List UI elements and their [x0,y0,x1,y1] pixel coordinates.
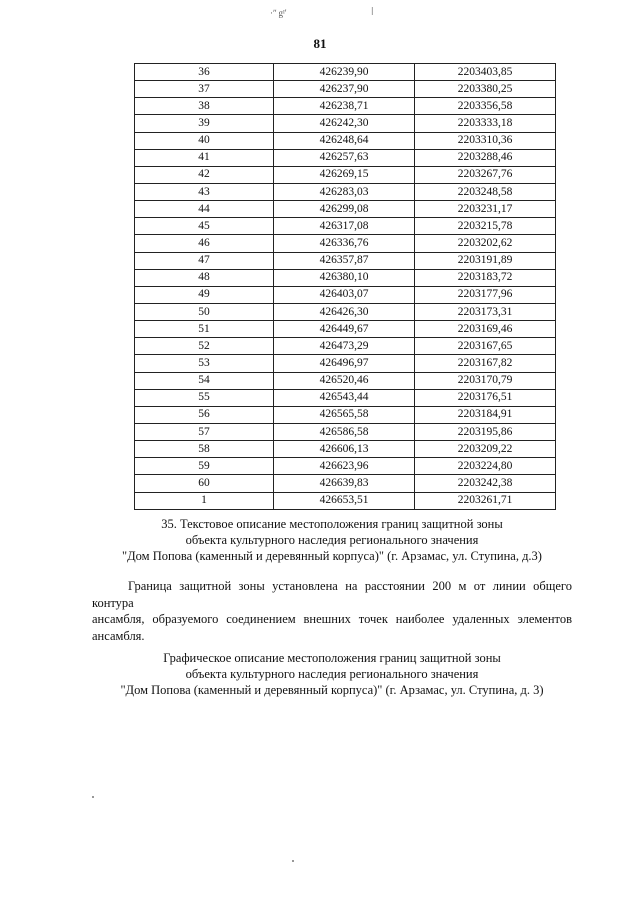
table-row [135,115,556,132]
x-coordinate-cell: 426283,03 [274,183,415,200]
y-coordinate-cell: 2203231,17 [415,201,556,218]
scan-artifact-mark: ǀ [371,4,374,18]
table-row [135,389,556,406]
y-coordinate-cell: 2203183,72 [415,269,556,286]
x-coordinate-cell: 426239,90 [274,64,415,81]
x-coordinate-cell: 426357,87 [274,252,415,269]
x-coordinate-cell: 426565,58 [274,406,415,423]
point-number-cell: 43 [135,183,274,200]
y-coordinate-cell: 2203191,89 [415,252,556,269]
x-coordinate-cell: 426317,08 [274,218,415,235]
point-number-cell: 47 [135,252,274,269]
y-coordinate-cell: 2203209,22 [415,441,556,458]
heading-line: объекта культурного наследия регионального значения [185,533,479,547]
y-coordinate-cell: 2203310,36 [415,132,556,149]
point-number-cell: 51 [135,321,274,338]
x-coordinate-cell: 426543,44 [274,389,415,406]
y-coordinate-cell: 2203215,78 [415,218,556,235]
point-number-cell: 54 [135,372,274,389]
y-coordinate-cell: 2203170,79 [415,372,556,389]
table-row [135,132,556,149]
paragraph-line: Граница защитной зоны установлена на расстоянии 200 м от линии общего контура [92,579,572,610]
heading-line: "Дом Попова (каменный и деревянный корпуса)" (г. Арзамас, ул. Ступина, д. 3) [120,683,544,697]
point-number-cell: 52 [135,338,274,355]
x-coordinate-cell: 426380,10 [274,269,415,286]
table-row [135,64,556,81]
table-row [135,303,556,320]
point-number-cell: 49 [135,286,274,303]
x-coordinate-cell: 426623,96 [274,458,415,475]
table-row [135,98,556,115]
paragraph-line: ансамбля. [92,628,145,643]
table-row [135,475,556,492]
x-coordinate-cell: 426520,46 [274,372,415,389]
x-coordinate-cell: 426403,07 [274,286,415,303]
text-description-heading [92,516,572,564]
point-number-cell: 45 [135,218,274,235]
point-number-cell: 37 [135,81,274,98]
x-coordinate-cell: 426426,30 [274,303,415,320]
y-coordinate-cell: 2203169,46 [415,321,556,338]
boundary-paragraph [92,578,572,644]
y-coordinate-cell: 2203380,25 [415,81,556,98]
y-coordinate-cell: 2203242,38 [415,475,556,492]
heading-line: Графическое описание местоположения границ защитной зоны [163,651,501,665]
page-number: 81 [313,36,327,51]
y-coordinate-cell: 2203248,58 [415,183,556,200]
point-number-cell: 59 [135,458,274,475]
y-coordinate-cell: 2203403,85 [415,64,556,81]
y-coordinate-cell: 2203356,58 [415,98,556,115]
scan-speck [92,796,94,798]
point-number-cell: 46 [135,235,274,252]
point-number-cell: 60 [135,475,274,492]
point-number-cell: 57 [135,423,274,440]
table-row [135,372,556,389]
x-coordinate-cell: 426639,83 [274,475,415,492]
coordinates-table [134,63,556,510]
x-coordinate-cell: 426257,63 [274,149,415,166]
point-number-cell: 39 [135,115,274,132]
point-number-cell: 42 [135,166,274,183]
point-number-cell: 58 [135,441,274,458]
y-coordinate-cell: 2203195,86 [415,423,556,440]
y-coordinate-cell: 2203167,65 [415,338,556,355]
x-coordinate-cell: 426473,29 [274,338,415,355]
x-coordinate-cell: 426496,97 [274,355,415,372]
y-coordinate-cell: 2203224,80 [415,458,556,475]
point-number-cell: 48 [135,269,274,286]
scan-artifact: ·ʺ gᴵ' [270,8,287,18]
y-coordinate-cell: 2203261,71 [415,492,556,509]
table-row [135,355,556,372]
scan-speck [292,860,294,862]
table-row [135,235,556,252]
x-coordinate-cell: 426586,58 [274,423,415,440]
y-coordinate-cell: 2203267,76 [415,166,556,183]
point-number-cell: 55 [135,389,274,406]
table-row [135,441,556,458]
point-number-cell: 44 [135,201,274,218]
y-coordinate-cell: 2203333,18 [415,115,556,132]
table-row [135,218,556,235]
x-coordinate-cell: 426269,15 [274,166,415,183]
heading-line: объекта культурного наследия регионального значения [185,667,479,681]
paragraph-line: ансамбля, образуемого соединением внешних точек наиболее удаленных элементов [92,612,572,626]
table-row [135,183,556,200]
point-number-cell: 38 [135,98,274,115]
heading-line: "Дом Попова (каменный и деревянный корпуса)" (г. Арзамас, ул. Ступина, д.3) [122,549,542,563]
x-coordinate-cell: 426606,13 [274,441,415,458]
point-number-cell: 53 [135,355,274,372]
point-number-cell: 41 [135,149,274,166]
table-row [135,423,556,440]
table-row [135,321,556,338]
table-row [135,492,556,509]
table-row [135,149,556,166]
coordinates-table-body [135,64,556,510]
table-row [135,269,556,286]
y-coordinate-cell: 2203173,31 [415,303,556,320]
y-coordinate-cell: 2203167,82 [415,355,556,372]
point-number-cell: 56 [135,406,274,423]
point-number-cell: 40 [135,132,274,149]
y-coordinate-cell: 2203202,62 [415,235,556,252]
table-row [135,201,556,218]
x-coordinate-cell: 426238,71 [274,98,415,115]
heading-line: 35. Текстовое описание местоположения границ защитной зоны [161,517,503,531]
table-row [135,252,556,269]
point-number-cell: 50 [135,303,274,320]
table-row [135,81,556,98]
table-row [135,458,556,475]
y-coordinate-cell: 2203288,46 [415,149,556,166]
x-coordinate-cell: 426653,51 [274,492,415,509]
point-number-cell: 1 [135,492,274,509]
x-coordinate-cell: 426242,30 [274,115,415,132]
table-row [135,166,556,183]
x-coordinate-cell: 426299,08 [274,201,415,218]
table-row [135,406,556,423]
x-coordinate-cell: 426248,64 [274,132,415,149]
table-row [135,338,556,355]
graphic-description-heading [92,650,572,698]
x-coordinate-cell: 426237,90 [274,81,415,98]
y-coordinate-cell: 2203177,96 [415,286,556,303]
y-coordinate-cell: 2203176,51 [415,389,556,406]
x-coordinate-cell: 426336,76 [274,235,415,252]
point-number-cell: 36 [135,64,274,81]
y-coordinate-cell: 2203184,91 [415,406,556,423]
table-row [135,286,556,303]
x-coordinate-cell: 426449,67 [274,321,415,338]
